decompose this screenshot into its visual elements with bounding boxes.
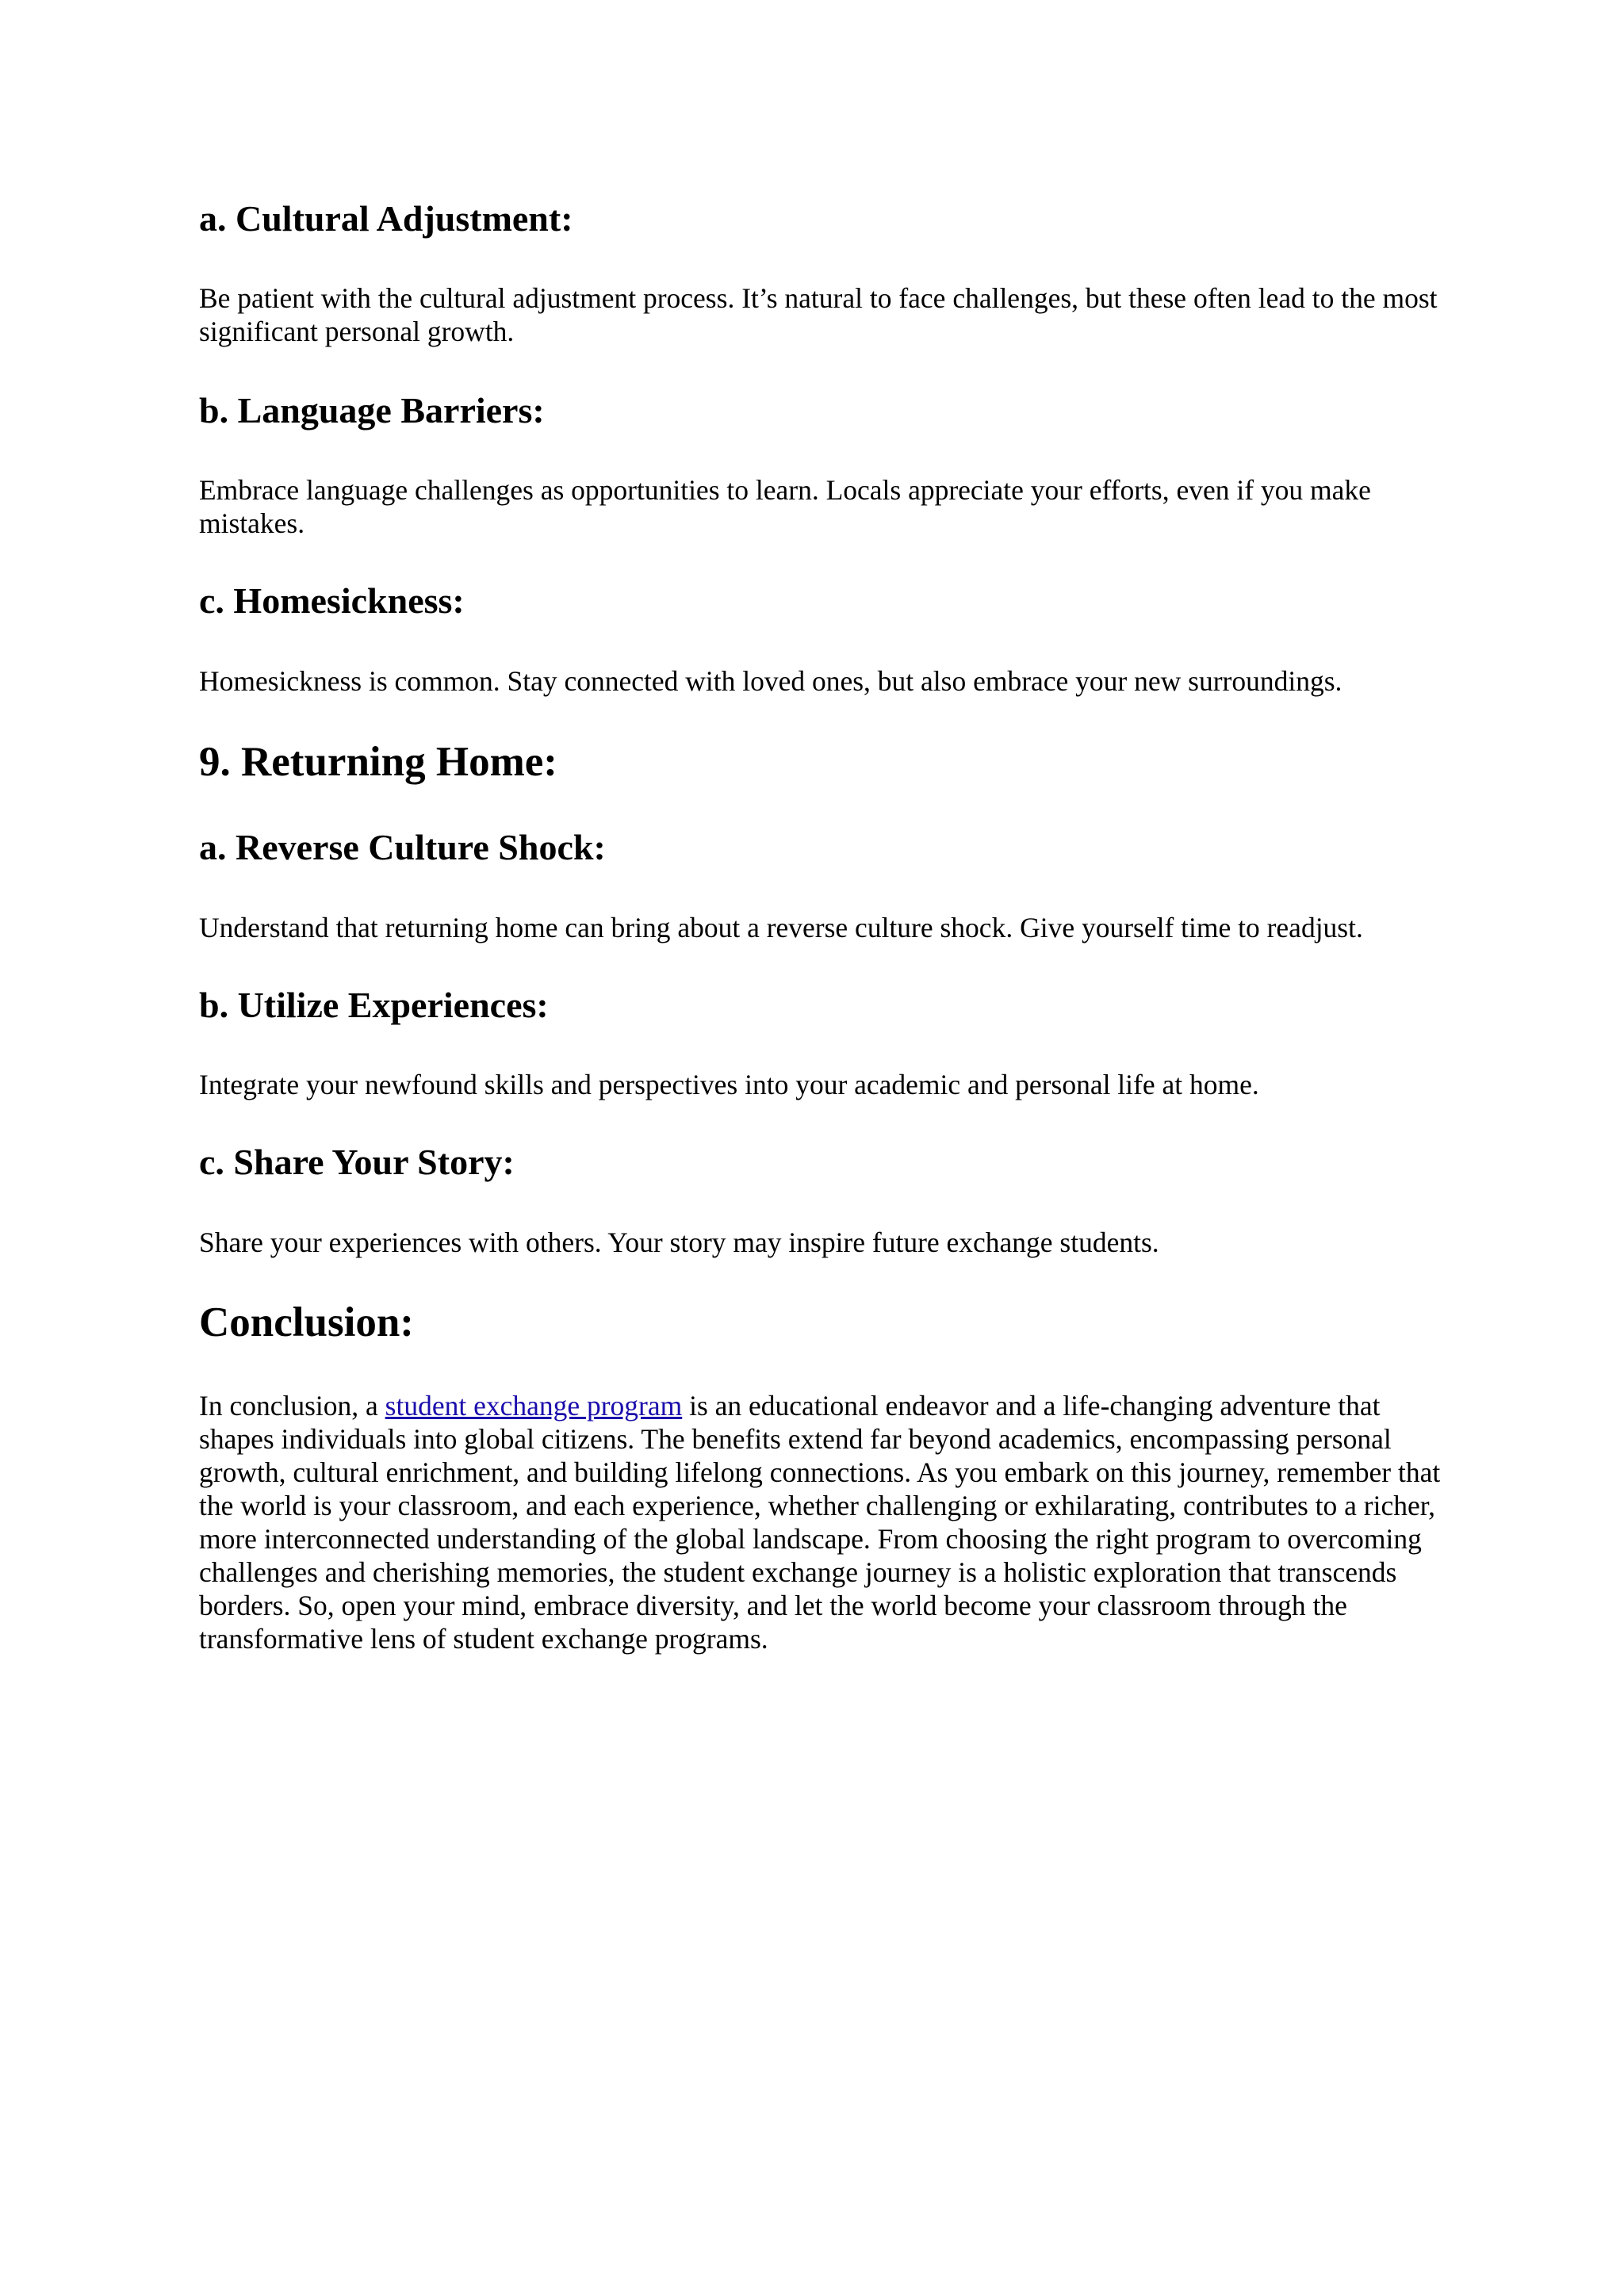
heading-share-story: c. Share Your Story: bbox=[199, 1142, 515, 1182]
paragraph-share-story: Share your experiences with others. Your story may inspire future exchange students. bbox=[199, 1226, 1159, 1258]
paragraph-cultural-adjustment: Be patient with the cultural adjustment process. It’s natural to face challenges, but these often lead to the most significant personal growth. bbox=[199, 282, 1438, 347]
student-exchange-program-link[interactable]: student exchange program bbox=[385, 1390, 683, 1422]
conclusion-text-start: In conclusion, a bbox=[199, 1390, 385, 1422]
heading-utilize-experiences: b. Utilize Experiences: bbox=[199, 985, 549, 1025]
heading-returning-home: 9. Returning Home: bbox=[199, 739, 557, 785]
heading-cultural-adjustment: a. Cultural Adjustment: bbox=[199, 198, 573, 239]
paragraph-homesickness: Homesickness is common. Stay connected with loved ones, but also embrace your new surroundings. bbox=[199, 665, 1342, 697]
conclusion-text-rest: is an educational endeavor and a life-changing adventure that shapes individuals into global citizens. The benefits extend far beyond academics, encompassing personal growth, cultural enrichment, and building lifelong connections. As you embark on this journey, remember that the world is your classroom, and each experience, whether challenging or exhilarating, contributes to a richer, more interconnected understanding of the global landscape. From choosing the right program to overcoming challenges and cherishing memories, the student exchange journey is a holistic exploration that transcends borders. So, open your mind, embrace diversity, and let the world become your classroom through the transformative lens of student exchange programs. bbox=[199, 1390, 1441, 1655]
heading-language-barriers: b. Language Barriers: bbox=[199, 390, 545, 430]
paragraph-utilize-experiences: Integrate your newfound skills and perspectives into your academic and personal life at home. bbox=[199, 1069, 1259, 1100]
paragraph-reverse-culture-shock: Understand that returning home can bring about a reverse culture shock. Give yourself time to readjust. bbox=[199, 912, 1363, 943]
paragraph-conclusion bbox=[199, 1389, 1452, 1655]
heading-reverse-culture-shock: a. Reverse Culture Shock: bbox=[199, 827, 606, 867]
heading-homesickness: c. Homesickness: bbox=[199, 580, 465, 621]
heading-conclusion: Conclusion: bbox=[199, 1299, 414, 1345]
paragraph-language-barriers: Embrace language challenges as opportunities to learn. Locals appreciate your efforts, even if you make mistakes. bbox=[199, 474, 1371, 539]
